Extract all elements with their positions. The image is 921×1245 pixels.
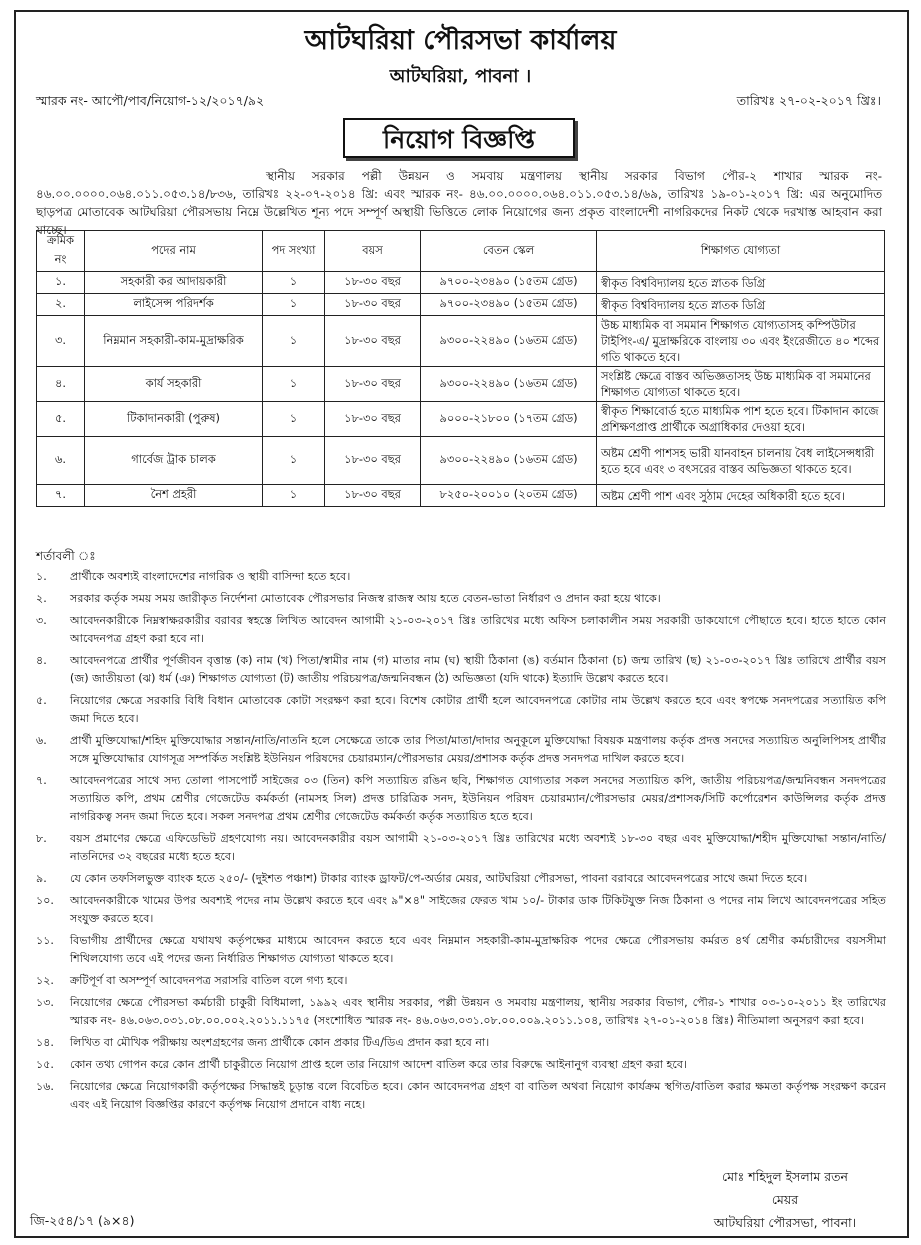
intro-paragraph: স্থানীয় সরকার পল্লী উন্নয়ন ও সমবায় মন্ত্রণালয় স্থানীয় সরকার বিভাগ পৌর-২ শাখার স্মারক নং- ৪৬.০০.০০০০.০৬৪.০১১.০৫৩.১৪/৮৩৬, তারিখঃ ২২-০৭-২০১৪ খ্রি: এবং স্মারক নং- ৪৬.০০.০০০০.০৬৪.০১১.০৫৩.১৪/৬৯, তারিখঃ ১৯-০১-২০১৭ খ্রি: এর অনুমোদিত ছাড়পত্র মোতাবেক আটঘরিয়া পৌরসভায় নিম্নে উল্লেখিত শূন্য পদে সম্পূর্ণ অস্থায়ী ভিত্তিতে লোক নিয়োগের জন্য প্রকৃত বাংলাদেশী নাগরিকদের নিকট থেকে দরখাস্ত আহবান করা যাচ্ছে।	[36, 169, 882, 237]
vacancy-table	[36, 230, 885, 507]
post-name-cell: নৈশ প্রহরী	[85, 485, 263, 507]
column-header: বেতন স্কেল	[421, 231, 597, 272]
condition-number: ১১.	[36, 934, 54, 947]
qualification-cell: স্বীকৃত বিশ্ববিদ্যালয় হতে স্নাতক ডিগ্রি	[597, 272, 885, 294]
organization-address: আটঘরিয়া, পাবনা ।	[389, 66, 532, 87]
condition-item	[36, 994, 886, 1030]
post-name-cell: লাইসেন্স পরিদর্শক	[85, 294, 263, 316]
qualification-cell: অষ্টম শ্রেণী পাশসহ ভারী যানবাহন চালনায় বৈধ লাইসেন্সধারী হতে হবে এবং ৩ বৎসরের বাস্তব অভিজ্ঞতা থাকতে হবে।	[597, 437, 885, 485]
condition-number: ২.	[36, 592, 47, 605]
condition-item	[36, 870, 886, 888]
condition-text: নিয়োগের ক্ষেত্রে সরকারি বিধি বিধান মোতাবেক কোটা সংরক্ষণ করা হবে। বিশেষ কোটার প্রার্থী হলে আবেদনপত্রে কোটার নাম উল্লেখ করতে হবে এবং স্বপক্ষে সনদপত্রের সত্যায়িত কপি জমা দিতে হবে।	[70, 694, 886, 725]
signature-block	[690, 1165, 880, 1234]
condition-number: ১২.	[36, 974, 54, 987]
condition-number: ৭.	[36, 774, 47, 787]
memo-number: স্মারক নং- আপৌ/পাব/নিয়োগ-১২/২০১৭/৯২	[36, 93, 265, 108]
post-name-cell: গার্বেজ ট্রাক চালক	[85, 437, 263, 485]
post-name-cell: টিকাদানকারী (পুরুষ)	[85, 402, 263, 437]
condition-number: ৮.	[36, 832, 47, 845]
condition-text: সরকার কর্তৃক সময় সময় জারীকৃত নির্দেশনা মোতাবেক পৌরসভার নিজস্ব রাজস্ব আয় হতে বেতন-ভাতা নির্ধারণ ও প্রদান করা হয়ে থাকে।	[70, 592, 661, 605]
signatory-office: আটঘরিয়া পৌরসভা, পাবনা।	[713, 1215, 857, 1230]
column-header: পদের নাম	[85, 231, 263, 272]
condition-number: ৩.	[36, 614, 47, 627]
condition-number: ১০.	[36, 894, 54, 907]
notice-date: তারিখঃ ২৭-০২-২০১৭ খ্রিঃ।	[736, 93, 881, 108]
signatory-name: মোঃ শহিদুল ইসলাম রতন	[722, 1169, 848, 1184]
condition-text: আবেদনপত্রের সাথে সদ্য তোলা পাসপোর্ট সাইজের ০৩ (তিন) কপি সত্যায়িত রঙিন ছবি, শিক্ষাগত যোগ্যতার সকল সনদের সত্যায়িত কপি, জাতীয় পরিচয়পত্র/জন্মনিবন্ধন সনদপত্রের সত্যায়িত কপি, প্রথম শ্রেণীর গেজেটেড কর্মকর্তা (নামসহ সিল) প্রদত্ত চারিত্রিক সনদ, ইউনিয়ন পরিষদ চেয়ারম্যান/পৌরসভার মেয়র/প্রশাসক/সিটি কর্পোরেশন কাউন্সিলর কর্তৃক প্রদত্ত নাগরিকত্ব সনদ জমা দিতে হবে। সকল সনদপত্র প্রথম শ্রেণীর গেজেটেড কর্মকর্তা কর্তৃক সত্যায়িত হতে হবে।	[70, 774, 886, 823]
organization-name: আটঘরিয়া পৌরসভা কার্যালয়	[304, 25, 617, 56]
condition-text: লিখিত বা মৌখিক পরীক্ষায় অংশগ্রহণের জন্য প্রার্থীকে কোন প্রকার টিএ/ডিএ প্রদান করা হবে না।	[70, 1036, 490, 1049]
pay-scale-cell: ৮২৫০-২০০১০ (২০তম গ্রেড)	[421, 485, 597, 507]
condition-text: কোন তথ্য গোপন করে কোন প্রার্থী চাকুরীতে নিয়োগ প্রাপ্ত হলে তার নিয়োগ আদেশ বাতিল করে তার বিরুদ্ধে আইনানুগ ব্যবস্থা গ্রহণ করা হবে।	[70, 1058, 687, 1071]
post-count-cell: ১	[263, 316, 325, 367]
serial-cell: ৫.	[37, 402, 85, 437]
table-row	[37, 367, 885, 402]
condition-item	[36, 830, 886, 866]
condition-item	[36, 568, 886, 586]
age-cell: ১৮-৩০ বছর	[325, 402, 421, 437]
post-name-cell: নিম্নমান সহকারী-কাম-মুদ্রাক্ষরিক	[85, 316, 263, 367]
condition-item	[36, 772, 886, 826]
condition-number: ১৫.	[36, 1058, 54, 1071]
condition-text: প্রার্থী মুক্তিযোদ্ধা/শহিদ মুক্তিযোদ্ধার সন্তান/নাতি/নাতনি হলে সেক্ষেত্রে তাকে তার পিতা/মাতা/দাদার অনুকূলে মুক্তিযোদ্ধা বিষয়ক মন্ত্রণালয় কর্তৃক প্রদত্ত সনদের সত্যায়িত অনুলিপিসহ প্রার্থীর সঙ্গে মুক্তিযোদ্ধার যোগসূত্র সম্পর্কিত সংশ্লিষ্ট ইউনিয়ন পরিষদের চেয়ারম্যান/পৌরসভার মেয়র/প্রশাসক কর্তৃক প্রদত্ত সনদপত্র দাখিল করতে হবে।	[70, 734, 886, 765]
condition-text: আবেদনকারীকে নিম্নস্বাক্ষরকারীর বরাবর স্বহস্তে লিখিত আবেদন আগামী ২১-০৩-২০১৭ খ্রিঃ তারিখের মধ্যে অফিস চলাকালীন সময় সরকারী ডাকযোগে পৌছাতে হবে। হাতে হাতে কোন আবেদনপত্র গ্রহণ করা হবে না।	[70, 614, 886, 645]
condition-number: ৪.	[36, 654, 47, 667]
condition-text: আবেদনকারীকে খামের উপর অবশ্যই পদের নাম উল্লেখ করতে হবে এবং ৯"×৪" সাইজের ফেরত খাম ১০/- টাকার ডাক টিকিটযুক্ত নিজ ঠিকানা ও পদের নাম লিখে আবেদনপত্রের সহিত সংযুক্ত করতে হবে।	[70, 894, 886, 925]
post-count-cell: ১	[263, 272, 325, 294]
condition-number: ১.	[36, 570, 47, 583]
notice-title: নিয়োগ বিজ্ঞপ্তি	[343, 118, 575, 158]
post-count-cell: ১	[263, 485, 325, 507]
condition-item	[36, 1056, 886, 1074]
column-header: ক্রমিক নং	[37, 231, 85, 272]
age-cell: ১৮-৩০ বছর	[325, 367, 421, 402]
condition-item	[36, 612, 886, 648]
signatory-designation: মেয়র	[771, 1192, 799, 1207]
pay-scale-cell: ৯৩০০-২২৪৯০ (১৬তম গ্রেড)	[421, 437, 597, 485]
condition-item	[36, 652, 886, 688]
serial-cell: ৪.	[37, 367, 85, 402]
column-header: পদ সংখ্যা	[263, 231, 325, 272]
post-count-cell: ১	[263, 367, 325, 402]
post-name-cell: কার্য সহকারী	[85, 367, 263, 402]
condition-item	[36, 1034, 886, 1052]
condition-text: প্রার্থীকে অবশ্যই বাংলাদেশের নাগরিক ও স্থায়ী বাসিন্দা হতে হবে।	[70, 570, 351, 583]
age-cell: ১৮-৩০ বছর	[325, 272, 421, 294]
qualification-cell: সংশ্লিষ্ট ক্ষেত্রে বাস্তব অভিজ্ঞতাসহ উচ্চ মাধ্যমিক বা সমমানের শিক্ষাগত যোগ্যতা থাকতে হবে।	[597, 367, 885, 402]
condition-number: ৬.	[36, 734, 47, 747]
condition-number: ১৪.	[36, 1036, 54, 1049]
condition-text: আবেদনপত্রে প্রার্থীর পূর্ণজীবন বৃত্তান্ত (ক) নাম (খ) পিতা/স্বামীর নাম (গ) মাতার নাম (ঘ) স্থায়ী ঠিকানা (ঙ) বর্তমান ঠিকানা (চ) জন্ম তারিখ (ছ) ২১-০৩-২০১৭ খ্রিঃ তারিখে প্রার্থীর বয়স (জ) জাতীয়তা (ঝ) ধর্ম (ঞ) শিক্ষাগত যোগ্যতা (ট) জাতীয় পরিচয়পত্র/জন্মনিবন্ধন (ঠ) অভিজ্ঞতা (যদি থাকে) ইত্যাদি উল্লেখ করতে হবে।	[70, 654, 886, 685]
footer-code: জি-২৫৪/১৭ (৯×৪)	[30, 1213, 135, 1228]
serial-cell: ৩.	[37, 316, 85, 367]
column-header: শিক্ষাগত যোগ্যতা	[597, 231, 885, 272]
condition-item	[36, 1078, 886, 1114]
age-cell: ১৮-৩০ বছর	[325, 485, 421, 507]
conditions-title: শর্তাবলী ঃ	[36, 549, 96, 563]
post-name-cell: সহকারী কর আদায়কারী	[85, 272, 263, 294]
condition-number: ৫.	[36, 694, 47, 707]
age-cell: ১৮-৩০ বছর	[325, 437, 421, 485]
pay-scale-cell: ৯৩০০-২২৪৯০ (১৬তম গ্রেড)	[421, 367, 597, 402]
column-header: বয়স	[325, 231, 421, 272]
serial-cell: ২.	[37, 294, 85, 316]
conditions-list	[36, 568, 886, 1118]
table-header-row	[37, 231, 885, 272]
condition-text: বয়স প্রমাণের ক্ষেত্রে এফিডেভিট গ্রহণযোগ্য নয়। আবেদনকারীর বয়স আগামী ২১-০৩-২০১৭ খ্রিঃ তারিখের মধ্যে অবশ্যই ১৮-৩০ বছর এবং মুক্তিযোদ্ধা/শহীদ মুক্তিযোদ্ধা সন্তান/নাতি/নাতনিদের ৩২ বছরের মধ্যে হতে হবে।	[70, 832, 886, 863]
condition-item	[36, 732, 886, 768]
condition-text: ক্রটিপূর্ণ বা অসম্পূর্ণ আবেদনপত্র সরাসরি বাতিল বলে গণ্য হবে।	[70, 974, 348, 987]
age-cell: ১৮-৩০ বছর	[325, 294, 421, 316]
table-row	[37, 294, 885, 316]
serial-cell: ১.	[37, 272, 85, 294]
table-row	[37, 316, 885, 367]
post-count-cell: ১	[263, 294, 325, 316]
pay-scale-cell: ৯০০০-২১৮০০ (১৭তম গ্রেড)	[421, 402, 597, 437]
condition-text: নিয়োগের ক্ষেত্রে নিয়োগকারী কর্তৃপক্ষের সিদ্ধান্তই চূড়ান্ত বলে বিবেচিত হবে। কোন আবেদনপত্র গ্রহণ বা বাতিল অথবা নিয়োগ কার্যক্রম স্থগিত/বাতিল করার ক্ষমতা কর্তৃপক্ষ সংরক্ষণ করেন এবং এই নিয়োগ বিজ্ঞপ্তির কারণে কর্তৃপক্ষ নিয়োগ প্রদানে বাধ্য নহে।	[70, 1080, 886, 1111]
table-row	[37, 402, 885, 437]
condition-item	[36, 692, 886, 728]
qualification-cell: অষ্টম শ্রেণী পাশ এবং সুঠাম দেহের অধিকারী হতে হবে।	[597, 485, 885, 507]
qualification-cell: উচ্চ মাধ্যমিক বা সমমান শিক্ষাগত যোগ্যতাসহ কম্পিউটার টাইপিং-এ/ মুদ্রাক্ষরিকে বাংলায় ৩০ এবং ইংরেজীতে ৪০ শব্দের গতি থাকতে হবে।	[597, 316, 885, 367]
condition-item	[36, 932, 886, 968]
condition-item	[36, 972, 886, 990]
table-row	[37, 485, 885, 507]
qualification-cell: স্বীকৃত শিক্ষাবোর্ড হতে মাধ্যমিক পাশ হতে হবে। টিকাদান কাজে প্রশিক্ষণপ্রাপ্ত প্রার্থীকে অগ্রাধিকার দেওয়া হবে।	[597, 402, 885, 437]
qualification-cell: স্বীকৃত বিশ্ববিদ্যালয় হতে স্নাতক ডিগ্রি	[597, 294, 885, 316]
pay-scale-cell: ৯৩০০-২২৪৯০ (১৬তম গ্রেড)	[421, 316, 597, 367]
pay-scale-cell: ৯৭০০-২৩৪৯০ (১৫তম গ্রেড)	[421, 294, 597, 316]
condition-number: ৯.	[36, 872, 47, 885]
condition-number: ১৩.	[36, 996, 54, 1009]
condition-text: যে কোন তফসিলভুক্ত ব্যাংক হতে ২৫০/- (দুইশত পঞ্চাশ) টাকার ব্যাংক ড্রাফট/পে-অর্ডার মেয়র, আটঘরিয়া পৌরসভা, পাবনা বরাবরে আবেদনপত্রের সাথে জমা দিতে হবে।	[70, 872, 808, 885]
condition-item	[36, 892, 886, 928]
serial-cell: ৭.	[37, 485, 85, 507]
condition-number: ১৬.	[36, 1080, 54, 1093]
pay-scale-cell: ৯৭০০-২৩৪৯০ (১৫তম গ্রেড)	[421, 272, 597, 294]
condition-text: নিয়োগের ক্ষেত্রে পৌরসভা কর্মচারী চাকুরী বিধিমালা, ১৯৯২ এবং স্থানীয় সরকার, পল্লী উন্নয়ন ও সমবায় মন্ত্রণালয়, স্থানীয় সরকার বিভাগ, পৌর-১ শাখার ০৩-১০-২০১১ ইং তারিখের স্মারক নং- ৪৬.০৬৩.০৩১.০৮.০০.০০২.২০১১.১১৭৫ (সংশোধিত স্মারক নং- ৪৬.০৬৩.০৩১.০৮.০০.০০৯.২০১১.১০৪, তারিখঃ ২৭-০১-২০১৪ খ্রিঃ) নীতিমালা অনুসরণ করা হবে।	[70, 996, 886, 1027]
condition-item	[36, 590, 886, 608]
post-count-cell: ১	[263, 402, 325, 437]
condition-text: বিভাগীয় প্রার্থীদের ক্ষেত্রে যথাযথ কর্তৃপক্ষের মাধ্যমে আবেদন করতে হবে এবং নিম্নমান সহকারী-কাম-মুদ্রাক্ষরিক পদের ক্ষেত্রে পৌরসভায় কর্মরত ৪র্থ শ্রেণীর কর্মচারীদের বয়সসীমা শিথিলযোগ্য তবে এই পদের জন্য নির্ধারিত শিক্ষাগত যোগ্যতা থাকতে হবে।	[70, 934, 886, 965]
age-cell: ১৮-৩০ বছর	[325, 316, 421, 367]
table-row	[37, 437, 885, 485]
table-row	[37, 272, 885, 294]
serial-cell: ৬.	[37, 437, 85, 485]
post-count-cell: ১	[263, 437, 325, 485]
